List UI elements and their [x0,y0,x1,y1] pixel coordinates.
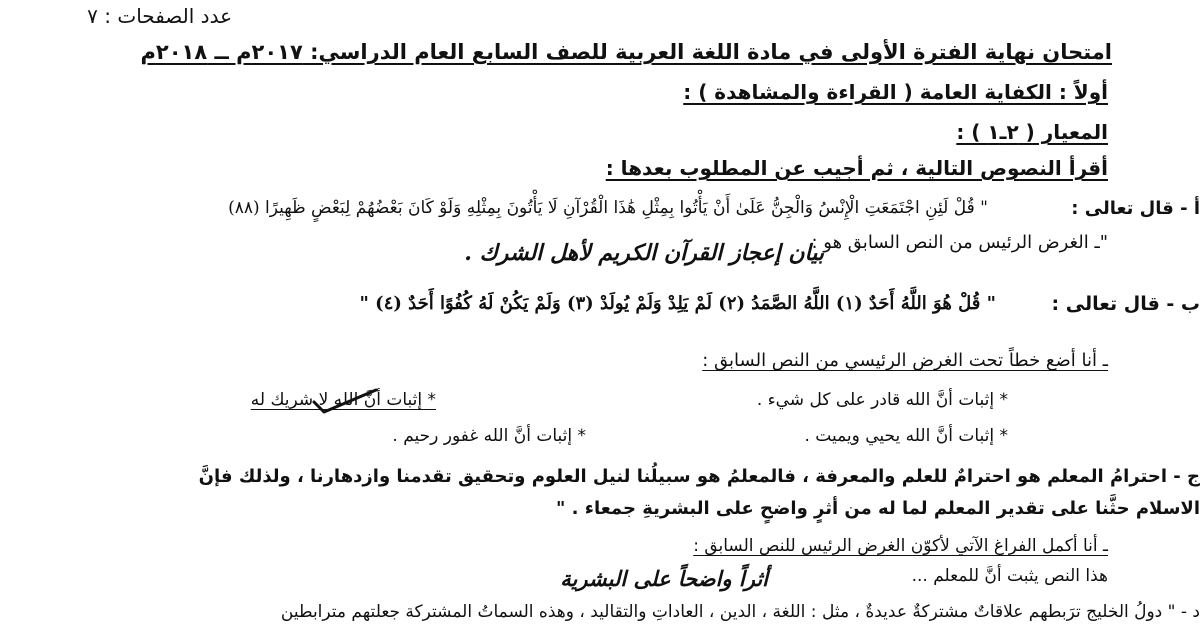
part-c-question: ـ أنا أكمل الفراغ الآتي لأكوّن الغرض الرئيس للنص السابق : [693,536,1108,556]
checkmark-icon [310,386,380,416]
part-a-answer: بيان إعجاز القرآن الكريم لأهل الشرك . [464,240,824,266]
part-b-option-4: * إثبات أنَّ الله يحيي ويميت . [804,426,1008,446]
standard-label: المعيار ( ٢ـ١ ) : [956,120,1108,144]
part-a-question: "ـ الغرض الرئيس من النص السابق هو : [811,232,1108,253]
part-c-line-1: ج - احترامُ المعلم هو احترامٌ للعلم والمعرفة ، فالمعلمُ هو سبيلُنا لنيل العلوم وتحقيق تقدمنا وازدهارنا ، ولذلك فإنَّ [198,466,1200,487]
part-a-verse: " قُلْ لَئِنِ اجْتَمَعَتِ الْإِنْسُ وَالْجِنُّ عَلَىٰ أَنْ يَأْتُوا بِمِثْلِ هَٰذَا الْقُرْآنِ لَا يَأْتُونَ بِمِثْلِهِ وَلَوْ كَانَ بَعْضُهُمْ لِبَعْضٍ ظَهِيرًا (٨٨) [228,198,988,218]
part-a-label: أ - قال تعالى : [1071,198,1200,219]
part-b-question: ـ أنا أضع خطاً تحت الغرض الرئيسي من النص السابق : [702,350,1108,371]
reading-instruction: أقرأ النصوص التالية ، ثم أجيب عن المطلوب بعدها : [605,156,1108,180]
part-c-stem: هذا النص يثبت أنَّ للمعلم ... [911,566,1108,586]
page-count: عدد الصفحات : ٧ [87,4,232,28]
part-c-answer: أثراً واضحاً على البشرية [560,566,768,591]
part-d-line-1: د - " دولُ الخليج ترَبطهم علاقاتٌ مشتركةٌ عديدةٌ ، مثل : اللغة ، الدين ، العاداتِ والتقاليد ، وهذه السماتُ المشتركة جعلتهم مترابطين [280,602,1200,622]
part-c-line-2: الاسلام حثَّنا على تقدير المعلم لما له من أثرٍ واضحٍ على البشريةِ جمعاء . " [556,498,1200,519]
part-b-label: ب - قال تعالى : [1051,293,1200,315]
part-b-option-2: * إثبات أنَّ الله قادر على كل شيء . [756,390,1008,410]
part-b-verse: " قُلْ هُوَ اللَّهُ أَحَدٌ (١) اللَّهُ الصَّمَدُ (٢) لَمْ يَلِدْ وَلَمْ يُولَدْ (٣) وَلَمْ يَكُنْ لَهُ كُفُوًا أَحَدٌ (٤) " [359,293,996,314]
part-b-option-3: * إثبات أنَّ الله غفور رحيم . [392,426,586,446]
exam-title: امتحان نهاية الفترة الأولى في مادة اللغة العربية للصف السابع العام الدراسي: ٢٠١٧م ــ ٢٠١٨م [140,40,1112,64]
part-b-option-1: * إثبات أنَّ الله لا شريك له [250,390,436,410]
section-heading: أولاً : الكفاية العامة ( القراءة والمشاهدة ) : [683,80,1108,104]
